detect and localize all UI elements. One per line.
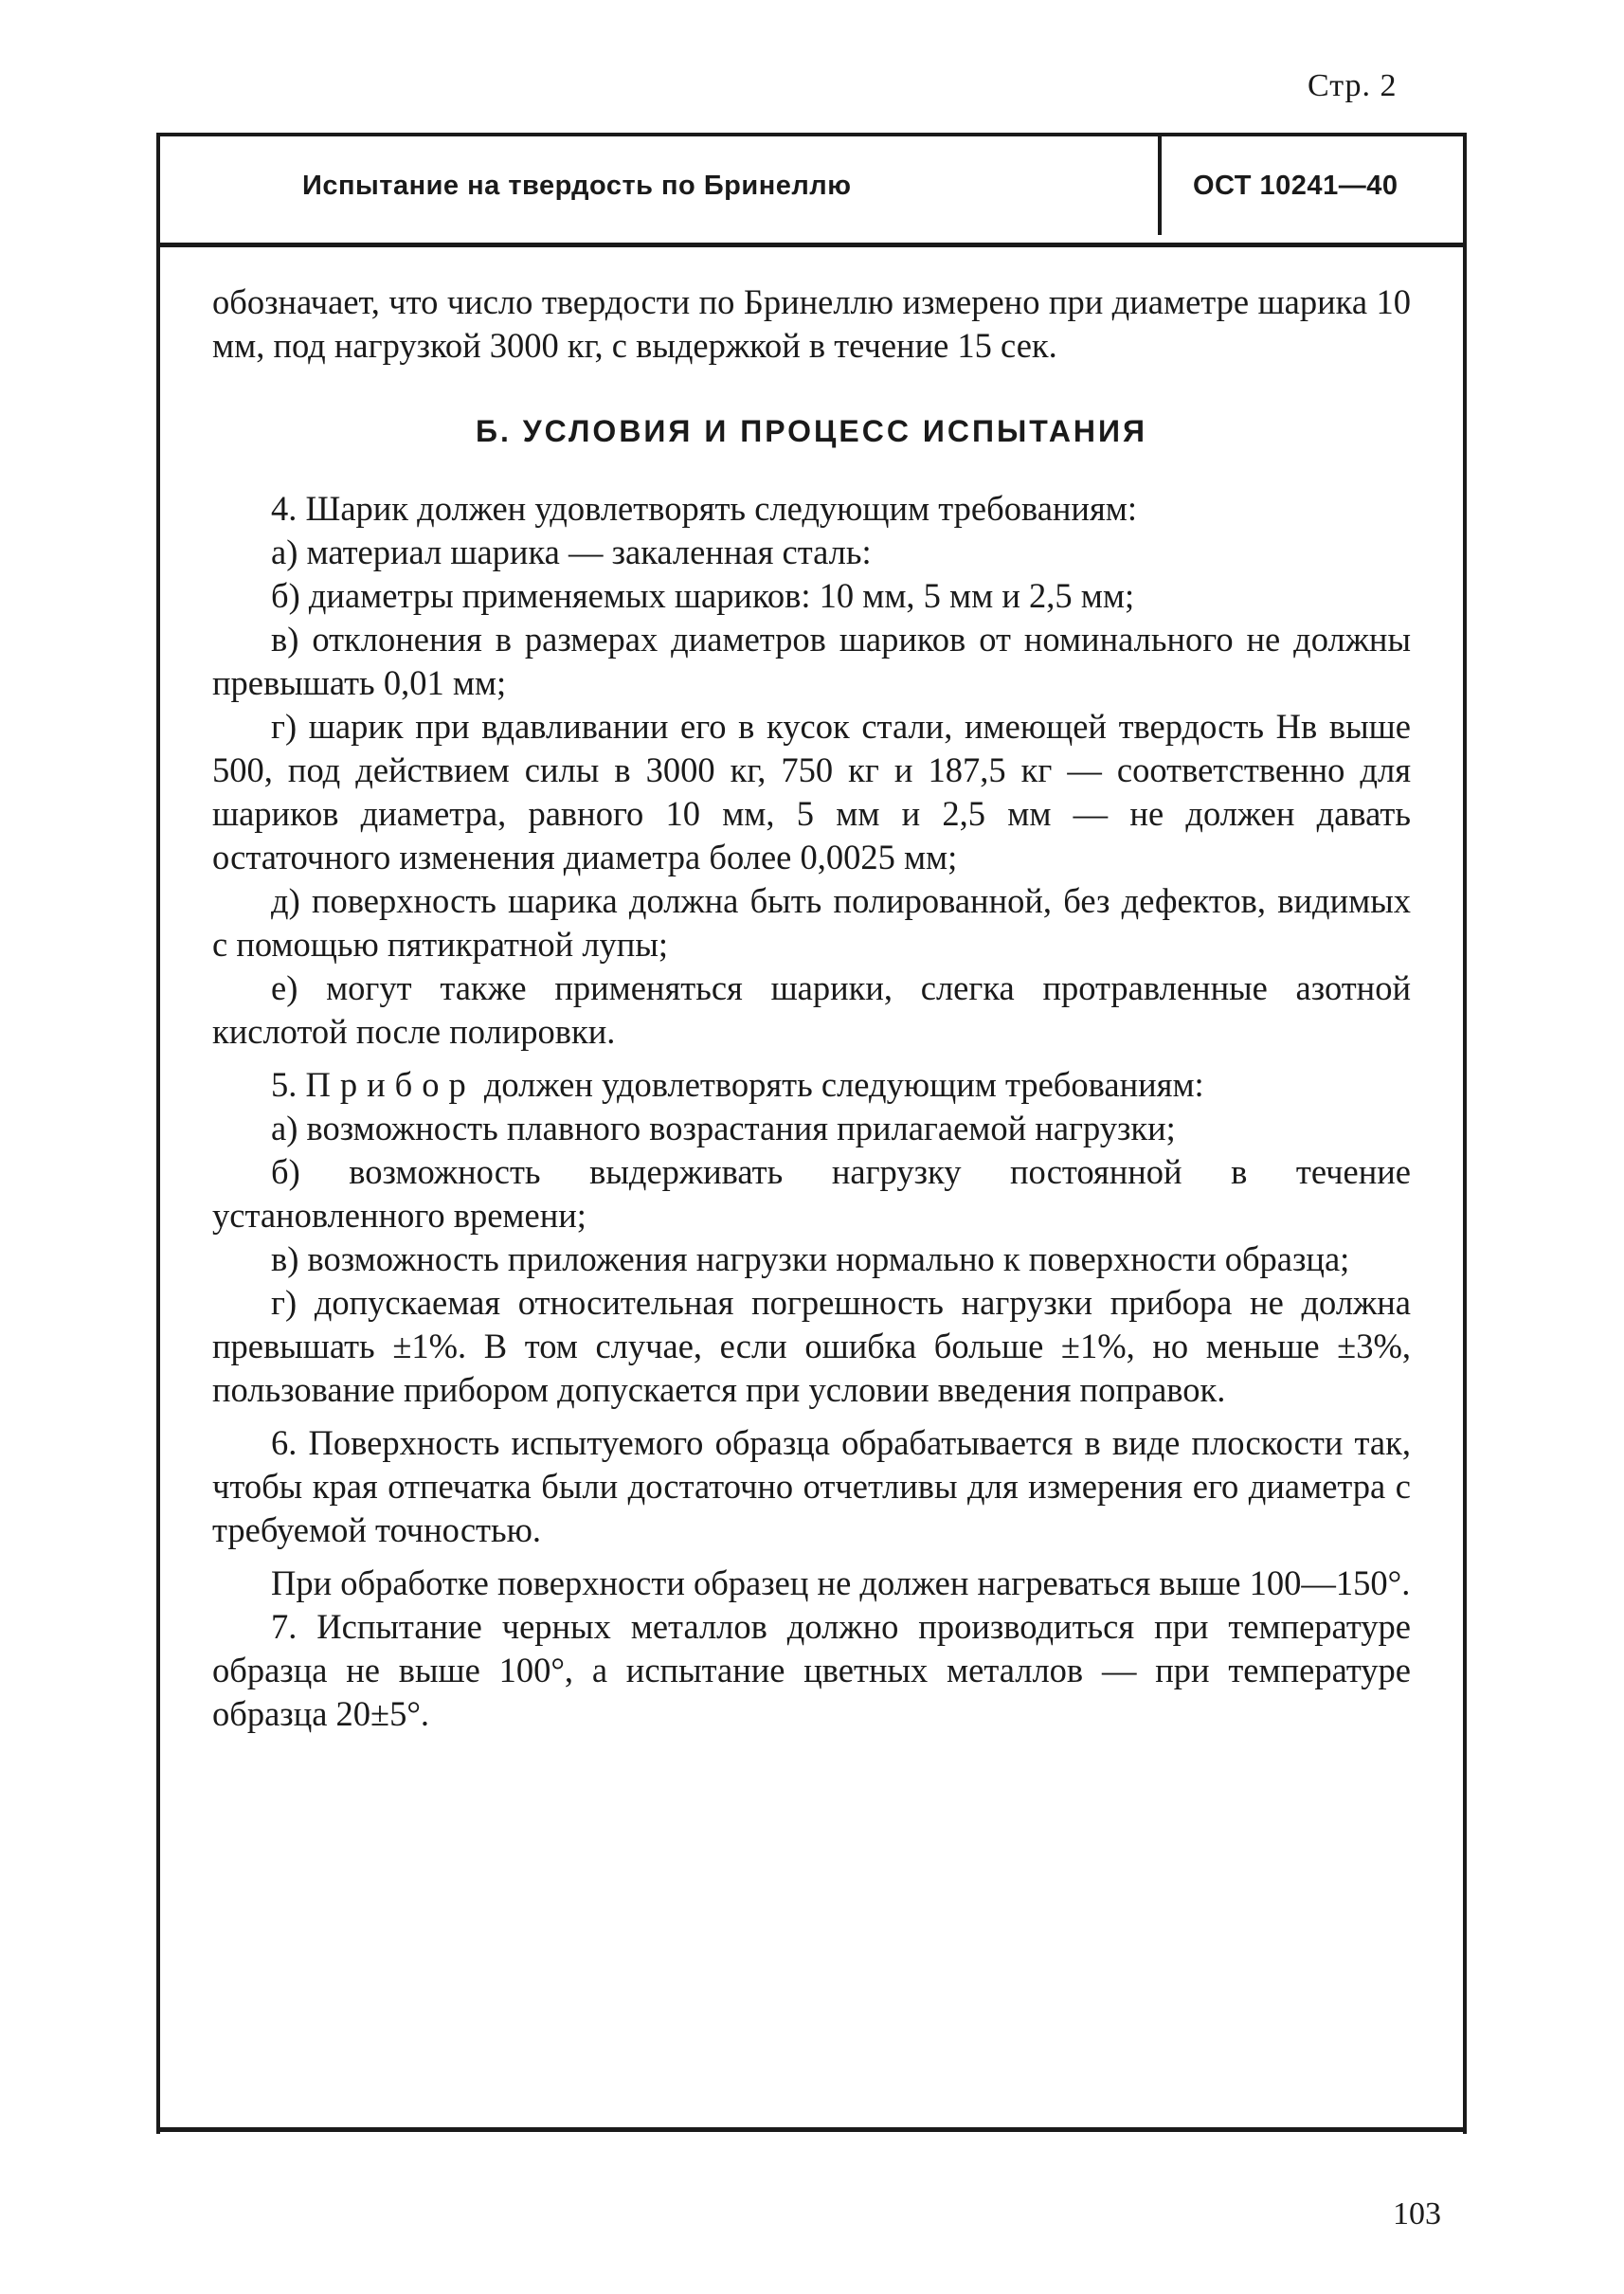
page-number: 103 [1393,2196,1441,2231]
page-reference: Стр. 2 [1308,68,1398,103]
intro-paragraph: обозначает, что число твердости по Бринеллю измерено при диаметре шарика 10 мм, под нагрузкой 3000 кг, с выдержкой в течение 15 сек. [212,282,1411,365]
header-title: Испытание на твердость по Бринеллю [302,171,852,201]
clause-4-item-f: е) могут также применяться шарики, слегка протравленные азотной кислотой после полировки. [212,968,1411,1051]
document-header [160,136,1463,247]
frame-bottom-rule [156,2127,1467,2132]
clause-5-spaced-word: Прибор [305,1065,476,1104]
clause-5-item-a: а) возможность плавного возрастания прилагаемой нагрузки; [271,1109,1176,1147]
section-title: Б. УСЛОВИЯ И ПРОЦЕСС ИСПЫТАНИЯ [475,414,1148,448]
clause-5-lead-text: должен удовлетворять следующим требованиям: [483,1065,1204,1104]
page-frame [156,133,1467,2134]
clause-4-item-c: в) отклонения в размерах диаметров шариков от номинального не должны превышать 0,01 мм; [212,620,1411,702]
clause-5-lead [212,1063,1411,1107]
clause-4-item-e: д) поверхность шарика должна быть полированной, без дефектов, видимых с помощью пятикратной лупы; [212,881,1411,964]
clause-7-paragraph: 7. Испытание черных металлов должно производиться при температуре образца не выше 100°, а испытание цветных металлов — при температуре образца 20±5°. [212,1607,1411,1733]
clause-4-item-a: а) материал шарика — закаленная сталь: [271,533,872,571]
clause-6-note: При обработке поверхности образец не должен нагреваться выше 100—150°. [271,1563,1411,1602]
clause-5-item-b: б) возможность выдерживать нагрузку постоянной в течение установленного времени; [212,1152,1411,1235]
document-body [212,280,1411,1736]
header-divider [1158,136,1162,235]
clause-4-lead: 4. Шарик должен удовлетворять следующим требованиям: [271,489,1137,528]
clause-5-item-c: в) возможность приложения нагрузки нормально к поверхности образца; [271,1239,1350,1278]
standard-code: ОСТ 10241—40 [1193,171,1398,201]
clause-4-item-d: г) шарик при вдавливании его в кусок стали, имеющей твердость Hв выше 500, под действием силы в 3000 кг, 750 кг и 187,5 кг — соответственно для шариков диаметра, равного 10 мм, 5 мм и 2,5 мм — не должен давать остаточного изменения диаметра более 0,0025 мм; [212,707,1411,876]
clause-6-paragraph: 6. Поверхность испытуемого образца обрабатывается в виде плоскости так, чтобы края отпечатка были достаточно отчетливы для измерения его диаметра с требуемой точностью. [212,1423,1411,1549]
clause-5-item-d: г) допускаемая относительная погрешность нагрузки прибора не должна превышать ±1%. В том случае, если ошибка больше ±1%, но меньше ±3%, пользование прибором допускается при условии введения поправок. [212,1283,1411,1409]
clause-4-item-b: б) диаметры применяемых шариков: 10 мм, 5 мм и 2,5 мм; [271,576,1135,615]
clause-5-number: 5. [271,1065,298,1104]
